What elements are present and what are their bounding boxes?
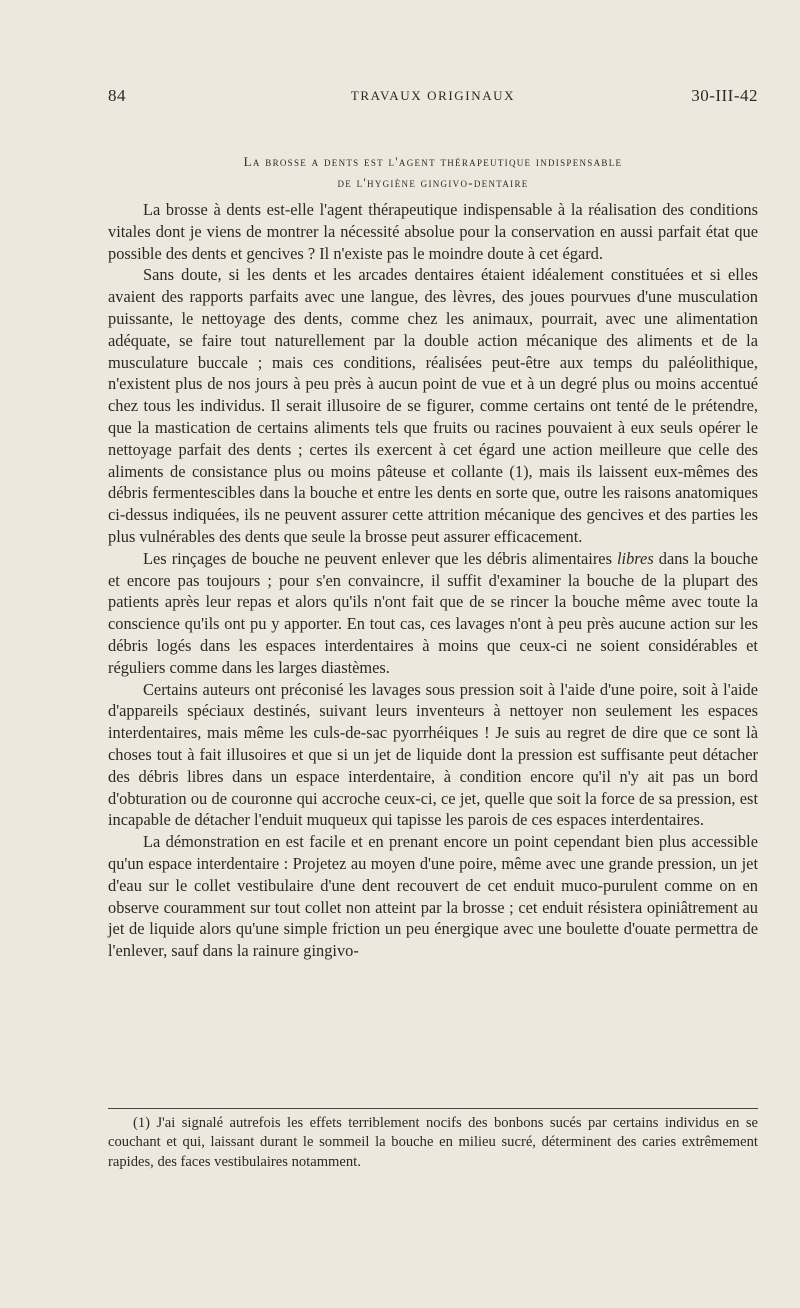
- page-number: 84: [108, 86, 126, 105]
- paragraph: Les rinçages de bouche ne peuvent enlever que les débris alimentaires libres dans la bouche et encore pas toujours ; pour s'en convaincre, il suffit d'examiner la bouche de la plupart des patients après leur repas et alors qu'ils n'ont fait que de se rincer la bouche même avec toute la conscience qu'ils ont pu y apporter. En tout cas, ces lavages n'ont à peu près aucune action sur les débris logés dans les espaces interdentaires à moins que ceux-ci ne soient considérables et réguliers comme dans les larges diastèmes.: [108, 548, 759, 677]
- footnote: [108, 1114, 758, 1172]
- issue-date: 30-III-42: [691, 86, 758, 105]
- section-title-line-2: de l'hygiène gingivo-dentaire: [337, 175, 529, 190]
- running-head: [108, 86, 758, 110]
- body-text: [108, 199, 758, 962]
- footnote-text: (1) J'ai signalé autrefois les effets terriblement nocifs des bonbons sucés par certains individus en se couchant et qui, laissant durant le sommeil la bouche en milieu sucré, déterminent des caries extrêmement rapides, des faces vestibulaires notamment.: [108, 1115, 758, 1170]
- running-title: TRAVAUX ORIGINAUX: [350, 88, 516, 103]
- section-title: [108, 151, 758, 193]
- paragraph: Sans doute, si les dents et les arcades dentaires étaient idéalement constituées et si elles avaient des rapports parfaits avec une langue, des lèvres, des joues pourvues d'une musculation puissante, le nettoyage des dents, comme chez les animaux, pourrait, avec une alimentation adéquate, se faire tout naturellement par la double action mécanique des aliments et de la musculature buccale ; mais ces conditions, réalisées peut-être aux temps du paléolithique, n'existent plus de nos jours à peu près à aucun point de vue et à un degré plus ou moins accentué chez tous les individus. Il serait illusoire de se figurer, comme certains ont tenté de le prétendre, que la mastication de certains aliments tels que fruits ou racines pouvaient à eux seuls opérer le nettoyage parfait des dents ; certes ils exercent à cet égard une action meilleure que celle des aliments de consistance plus ou moins pâteuse et collante (1), mais ils laissent eux-mêmes des débris fermentescibles dans la bouche et entre les dents en sorte que, outre les raisons anatomiques ci-dessus indiquées, ils ne peuvent assurer cette attrition mécanique des gencives et des parties les plus vulnérables des dents que seule la brosse peut assurer efficacement.: [108, 265, 758, 546]
- section-title-line-1: La brosse a dents est l'agent thérapeutique indispensable: [243, 154, 623, 169]
- paragraph: Certains auteurs ont préconisé les lavages sous pression soit à l'aide d'une poire, soit à l'aide d'appareils spéciaux destinés, suivant leurs inventeurs à nettoyer non seulement les espaces interdentaires, mais même les culs-de-sac pyorrhéiques ! Je suis au regret de dire que ce sont là choses tout à fait illusoires et que si un jet de liquide dont la pression est suffisante peut détacher des débris libres dans un espace interdentaire, à condition encore qu'il n'y ait pas un bord d'obturation ou de couronne qui accroche ceux-ci, ce jet, quelle que soit la force de sa pression, est incapable de détacher l'enduit muqueux qui tapisse les parois de ces espaces interdentaires.: [108, 679, 758, 830]
- paragraph: La démonstration en est facile et en prenant encore un point cependant bien plus accessible qu'un espace interdentaire : Projetez au moyen d'une poire, même avec une grande pression, un jet d'eau sur le collet vestibulaire d'une dent recouvert de cet enduit muco-purulent comme on en observe couramment sur tout collet non atteint par la brosse ; cet enduit résistera opiniâtrement au jet de liquide alors qu'une simple friction un peu énergique avec une boulette d'ouate permettra de l'enlever, sauf dans la rainure gingivo-: [108, 832, 758, 961]
- emphasis: libres: [616, 548, 654, 568]
- paragraph: La brosse à dents est-elle l'agent thérapeutique indispensable à la réalisation des conditions vitales dont je viens de montrer la nécessité absolue pour la conservation en aussi parfait état que possible des dents et gencives ? Il n'existe pas le moindre doute à cet égard.: [108, 200, 758, 263]
- footnote-divider: [108, 1108, 758, 1109]
